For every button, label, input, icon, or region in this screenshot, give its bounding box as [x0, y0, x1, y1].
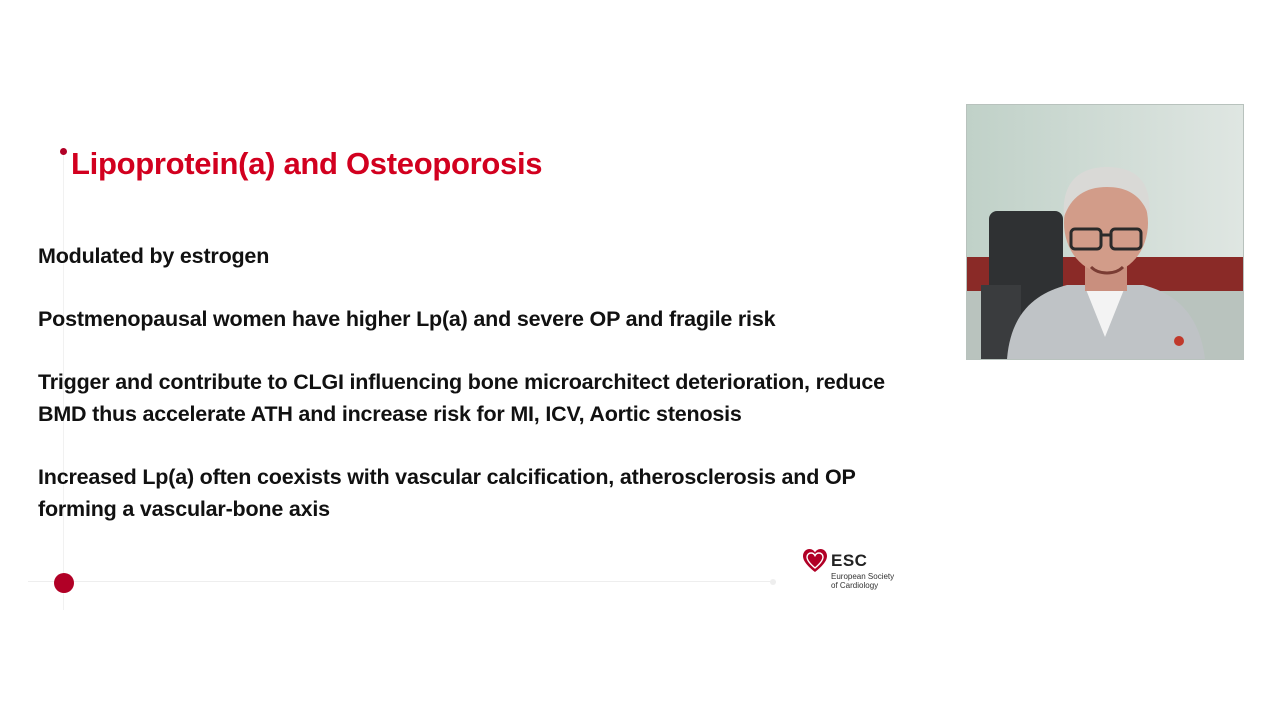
slide-title: Lipoprotein(a) and Osteoporosis	[71, 146, 543, 181]
heart-icon	[802, 548, 828, 574]
slide-footer-dot	[54, 573, 74, 593]
presenter-image	[967, 105, 1243, 359]
slide-footer-rule-end	[770, 579, 776, 585]
esc-logo-name: ESC	[831, 551, 868, 570]
bullet-item: Increased Lp(a) often coexists with vascular calcification, atherosclerosis and OP forming a vascular-bone axis	[38, 465, 856, 521]
esc-logo-subtitle-line2: of Cardiology	[831, 581, 879, 590]
presenter-video-feed	[966, 104, 1244, 360]
bullet-item: Postmenopausal women have higher Lp(a) and severe OP and fragile risk	[38, 307, 776, 331]
esc-logo-subtitle-line1: European Society	[831, 572, 895, 581]
bullet-item: Modulated by estrogen	[38, 244, 270, 268]
slide-bullet-list	[38, 240, 918, 556]
esc-logo	[802, 548, 912, 594]
bullet-item: Trigger and contribute to CLGI influencing bone microarchitect deterioration, reduce BMD thus accelerate ATH and increase risk for MI, ICV, Aortic stenosis	[38, 370, 885, 426]
slide-footer-rule	[28, 581, 776, 582]
esc-logo-subtitle	[831, 572, 894, 590]
title-marker-dot	[60, 148, 67, 155]
